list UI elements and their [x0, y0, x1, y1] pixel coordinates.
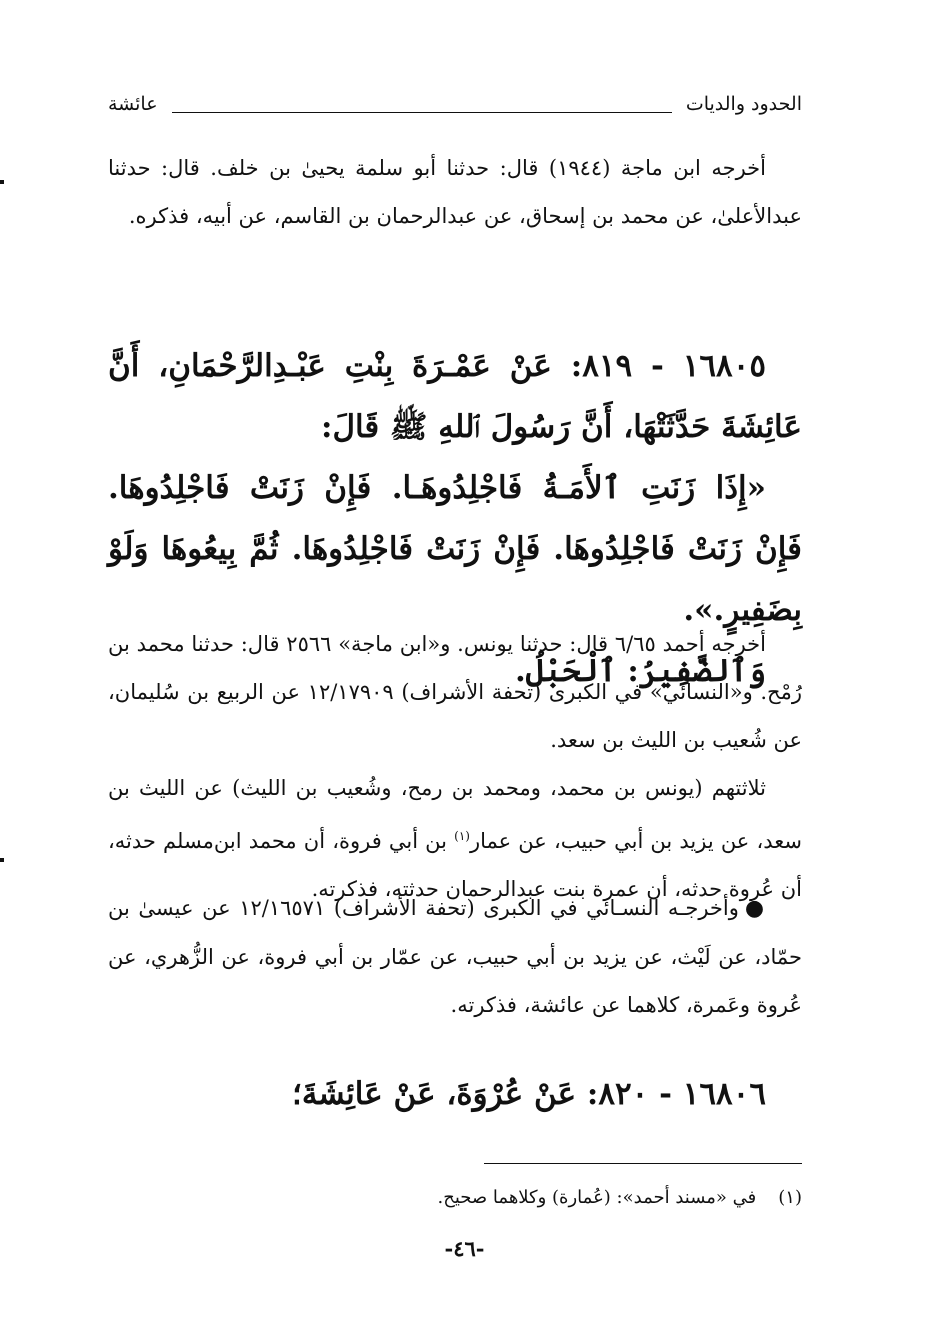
header-rule [172, 112, 672, 113]
paragraph-part: بن أبي فروة، أن محمد ابن‌مسلم حدثه، أن عُروة حدثه، أن عمرة بنت عبدالرحمان حدثته، فذكرته. [108, 829, 802, 901]
takhrij-paragraph-2 [108, 620, 802, 764]
takhrij-paragraph-1 [108, 144, 802, 240]
footnote-separator [484, 1163, 802, 1164]
footnote [380, 1180, 802, 1216]
header-chapter-title: الحدود والديات [685, 93, 802, 115]
running-header [108, 86, 802, 122]
scan-edge-mark [0, 180, 4, 184]
scan-edge-mark [0, 858, 4, 862]
footnote-marker: (١) [454, 829, 470, 843]
hadith-isnad: ١٦٨٠٥ - ٨١٩: عَنْ عَمْـرَةَ بِنْتِ عَبْـدِالرَّحْمَانِ، أَنَّ عَائِشَةَ حَدَّثَتْهَا، أَنَّ رَسُولَ ٱللهِ ﷺ قَالَ: [108, 348, 802, 445]
paragraph-text [108, 884, 802, 1029]
footnote-text: في «مسند أحمد»: (عُمارة) وكلاهما صحيح. [437, 1187, 757, 1208]
header-section-title: عائشة [108, 93, 158, 115]
paragraph-part: وأخرجـه النسـائي في الكبرى (تحفة الأشراف) ١٢/١٦٥٧١ عن عيسىٰ بن حمّاد، عن لَيْث، عن يزيد بن أبي حبيب، عن عمّار بن أبي فروة، عن الزُّهري، عن عُروة وعَمرة، كلاهما عن عائشة، فذكرته. [108, 896, 802, 1017]
hadith-isnad: ١٦٨٠٦ - ٨٢٠: عَنْ عُرْوَةَ، عَنْ عَائِشَةَ؛ [292, 1076, 766, 1112]
footnote-number: (١) [778, 1187, 802, 1208]
paragraph-text: أخرجه أحمد ٦/٦٥ قال: حدثنا يونس. و«ابن ماجة» ٢٥٦٦ قال: حدثنا محمد بن رُمْح. و«النسائي» في الكبرى (تحفة الأشراف) ١٢/١٧٩٠٩ عن الربيع بن سُليمان، عن شُعيب بن الليث بن سعد. [108, 632, 802, 752]
hadith-16806 [108, 1064, 802, 1125]
takhrij-paragraph-4 [108, 884, 802, 1029]
paragraph-part: ثلاثتهم (يونس بن محمد، ومحمد بن رمح، وشُعيب بن الليث) عن الليث بن سعد، عن يزيد بن أبي حبيب، عن عمار [108, 776, 802, 853]
paragraph-text: أخرجه ابن ماجة (١٩٤٤) قال: حدثنا أبو سلمة يحيىٰ بن خلف. قال: حدثنا عبدالأعلىٰ، عن محمد بن إسحاق، عن عبدالرحمان بن القاسم، عن أبيه، فذكره. [108, 156, 802, 228]
page-number: -٤٦- [444, 1236, 485, 1261]
bullet-dot-icon: ● [744, 896, 766, 921]
hadith-gloss: وَٱلضَّفِيرُ: ٱلْحَبْلُ. [515, 653, 766, 689]
hadith-matn: «إِذَا زَنَتِ ٱلأَمَـةُ فَاجْلِدُوهَـا. فَإِنْ زَنَتْ فَاجْلِدُوهَا. فَإِنْ زَنَتْ فَاجْلِدُوهَا. فَإِنْ زَنَتْ فَاجْلِدُوهَا. ثُمَّ بِيعُوهَا وَلَوْ بِضَفِيرٍ.». [108, 470, 802, 628]
